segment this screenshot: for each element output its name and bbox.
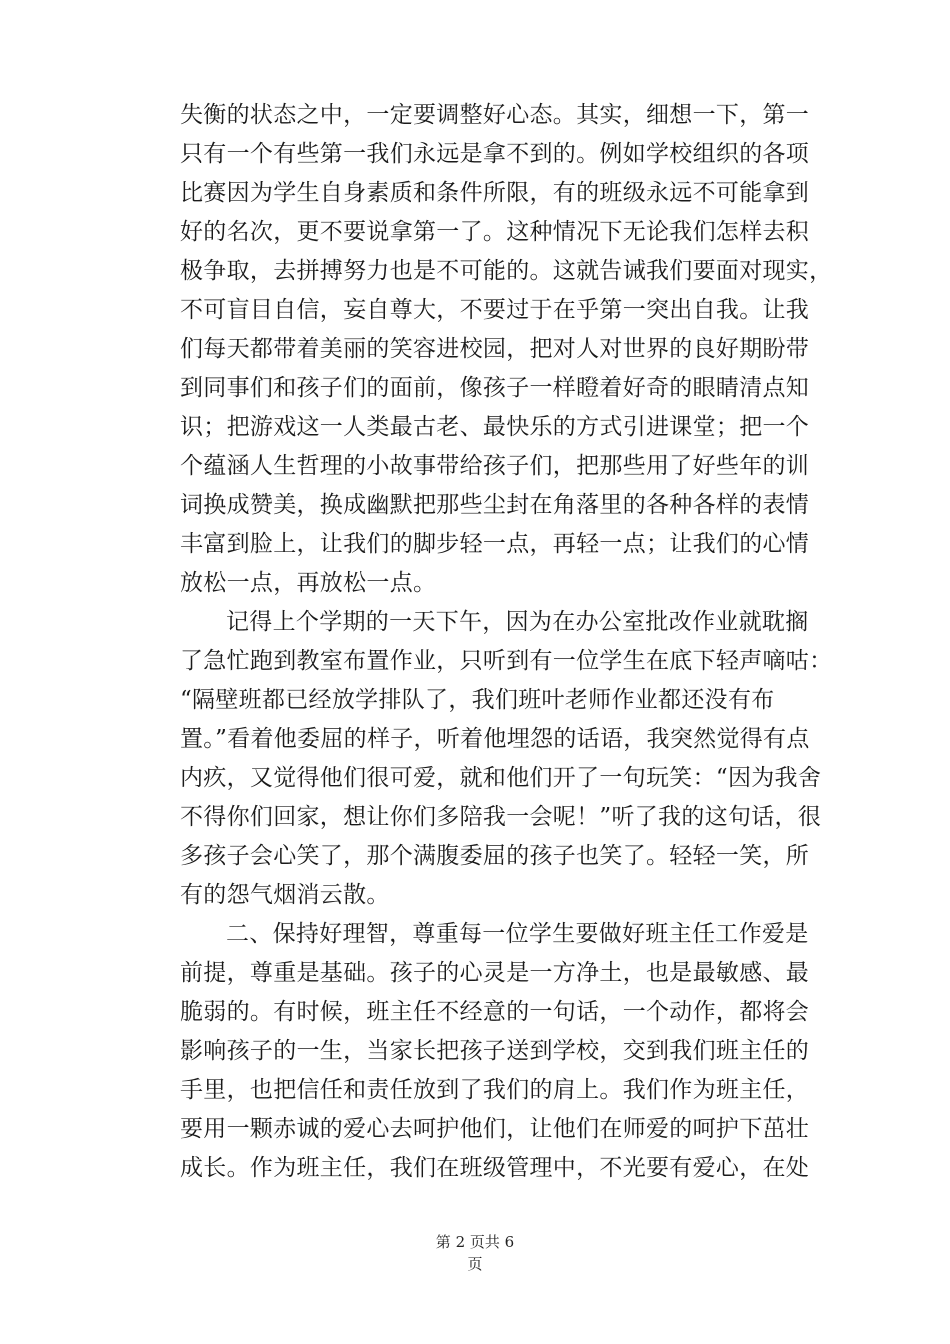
text-line: 要用一颗赤诚的爱心去呵护他们，让他们在师爱的呵护下茁壮 (180, 1116, 810, 1142)
text-line: 记得上个学期的一天下午，因为在办公室批改作业就耽搁 (226, 609, 809, 635)
page-number-continued: 页 (467, 1255, 483, 1273)
text-line: 前提，尊重是基础。孩子的心灵是一方净土，也是最敏感、最 (180, 960, 810, 986)
text-line: 好的名次，更不要说拿第一了。这种情况下无论我们怎样去积 (180, 219, 810, 245)
text-line: 二、保持好理智，尊重每一位学生要做好班主任工作爱是 (226, 921, 809, 947)
text-line: 到同事们和孩子们的面前，像孩子一样瞪着好奇的眼睛清点知 (180, 375, 810, 401)
text-line: 脆弱的。有时候，班主任不经意的一句话，一个动作，都将会 (180, 999, 810, 1025)
text-line: 多孩子会心笑了，那个满腹委屈的孩子也笑了。轻轻一笑，所 (180, 843, 810, 869)
text-line: 放松一点，再放松一点。 (180, 570, 437, 596)
text-line: 只有一个有些第一我们永远是拿不到的。例如学校组织的各项 (180, 141, 810, 167)
text-line: 词换成赞美，换成幽默把那些尘封在角落里的各种各样的表情 (180, 492, 810, 518)
text-line: “隔壁班都已经放学排队了，我们班叶老师作业都还没有布 (180, 687, 775, 713)
text-line: 识；把游戏这一人类最古老、最快乐的方式引进课堂；把一个 (180, 414, 810, 440)
text-line: 成长。作为班主任，我们在班级管理中，不光要有爱心，在处 (180, 1155, 810, 1181)
text-line: 比赛因为学生自身素质和条件所限，有的班级永远不可能拿到 (180, 180, 810, 206)
text-line: 们每天都带着美丽的笑容进校园，把对人对世界的良好期盼带 (180, 336, 810, 362)
text-line: 个蕴涵人生哲理的小故事带给孩子们，把那些用了好些年的训 (180, 453, 810, 479)
text-line: 手里，也把信任和责任放到了我们的肩上。我们作为班主任， (180, 1077, 810, 1103)
text-line: 极争取，去拼搏努力也是不可能的。这就告诫我们要面对现实， (180, 258, 833, 284)
text-line: 内疚，又觉得他们很可爱，就和他们开了一句玩笑：“因为我舍 (180, 765, 822, 791)
page-number: 第 2 页共 6 (435, 1233, 515, 1251)
text-line: 有的怨气烟消云散。 (180, 882, 390, 908)
text-line: 不可盲目自信，妄自尊大，不要过于在乎第一突出自我。让我 (180, 297, 810, 323)
text-line: 置。”看着他委屈的样子，听着他埋怨的话语，我突然觉得有点 (180, 726, 810, 752)
text-line: 丰富到脸上，让我们的脚步轻一点，再轻一点；让我们的心情 (180, 531, 810, 557)
text-line: 失衡的状态之中，一定要调整好心态。其实，细想一下，第一 (180, 102, 810, 128)
text-line: 不得你们回家，想让你们多陪我一会呢！”听了我的这句话，很 (180, 804, 822, 830)
text-line: 影响孩子的一生，当家长把孩子送到学校，交到我们班主任的 (180, 1038, 810, 1064)
text-line: 了急忙跑到教室布置作业，只听到有一位学生在底下轻声嘀咕： (180, 648, 833, 674)
